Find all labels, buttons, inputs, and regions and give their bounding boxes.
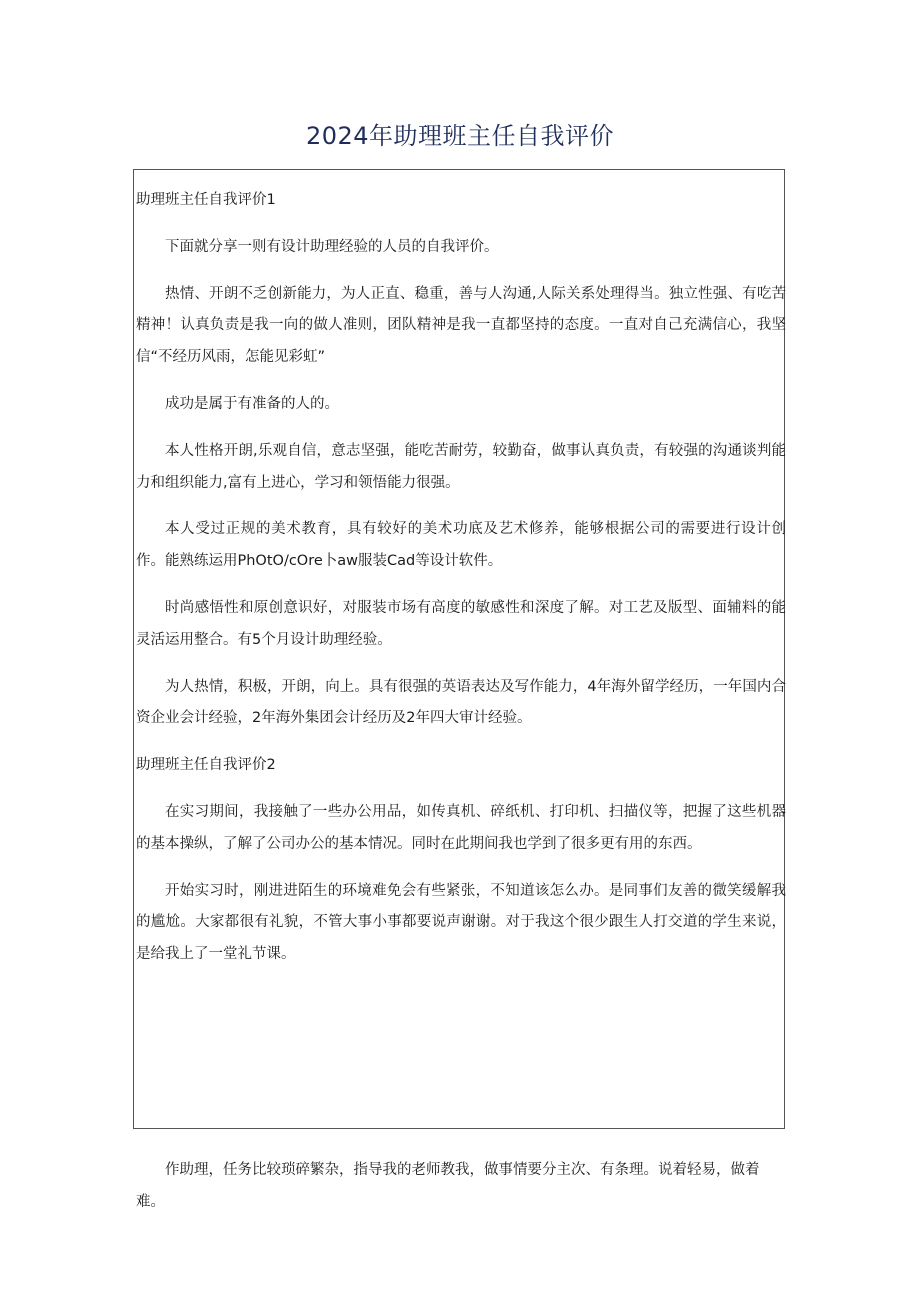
paragraph: 本人性格开朗,乐观自信，意志坚强，能吃苦耐劳，较勤奋，做事认真负责，有较强的沟通谈判能力和组织能力,富有上进心，学习和领悟能力很强。 [136,442,786,491]
paragraph: 成功是属于有准备的人的。 [165,395,339,412]
document-body [136,185,786,986]
paragraph: 为人热情，积极，开朗，向上。具有很强的英语表达及写作能力，4年海外留学经历，一年国内合资企业会计经验，2年海外集团会计经历及2年四大审计经验。 [136,678,786,727]
paragraph: 作助理，任务比较琐碎繁杂，指导我的老师教我，做事情要分主次、有条理。说着轻易，做着难。 [136,1162,760,1210]
section-heading: 助理班主任自我评价2 [136,757,276,774]
paragraph: 热情、开朗不乏创新能力，为人正直、稳重，善与人沟通,人际关系处理得当。独立性强、有吃苦精神！认真负责是我一向的做人准则，团队精神是我一直都坚持的态度。一直对自己充满信心，我坚信“不经历风雨，怎能见彩虹” [136,285,786,366]
document-tail [136,1155,786,1219]
paragraph: 在实习期间，我接触了一些办公用品，如传真机、碎纸机、打印机、扫描仪等，把握了这些机器的基本操纵，了解了公司办公的基本情况。同时在此期间我也学到了很多更有用的东西。 [136,803,786,852]
section-heading: 助理班主任自我评价1 [136,192,276,208]
paragraph: 本人受过正规的美术教育，具有较好的美术功底及艺术修养，能够根据公司的需要进行设计创作。能熟练运用PhOtO/cOre卜aw服装Cad等设计软件。 [136,521,786,570]
paragraph: 开始实习时，刚进进陌生的环境难免会有些紧张，不知道该怎么办。是同事们友善的微笑缓解我的尴尬。大家都很有礼貌，不管大事小事都要说声谢谢。对于我这个很少跟生人打交道的学生来说，是给我上了一堂礼节课。 [136,882,786,963]
paragraph: 下面就分享一则有设计助理经验的人员的自我评价。 [165,238,499,255]
paragraph: 时尚感悟性和原创意识好，对服装市场有高度的敏感性和深度了解。对工艺及版型、面辅料的能灵活运用整合。有5个月设计助理经验。 [136,599,786,648]
document-title: 2024年助理班主任自我评价 [305,122,615,150]
